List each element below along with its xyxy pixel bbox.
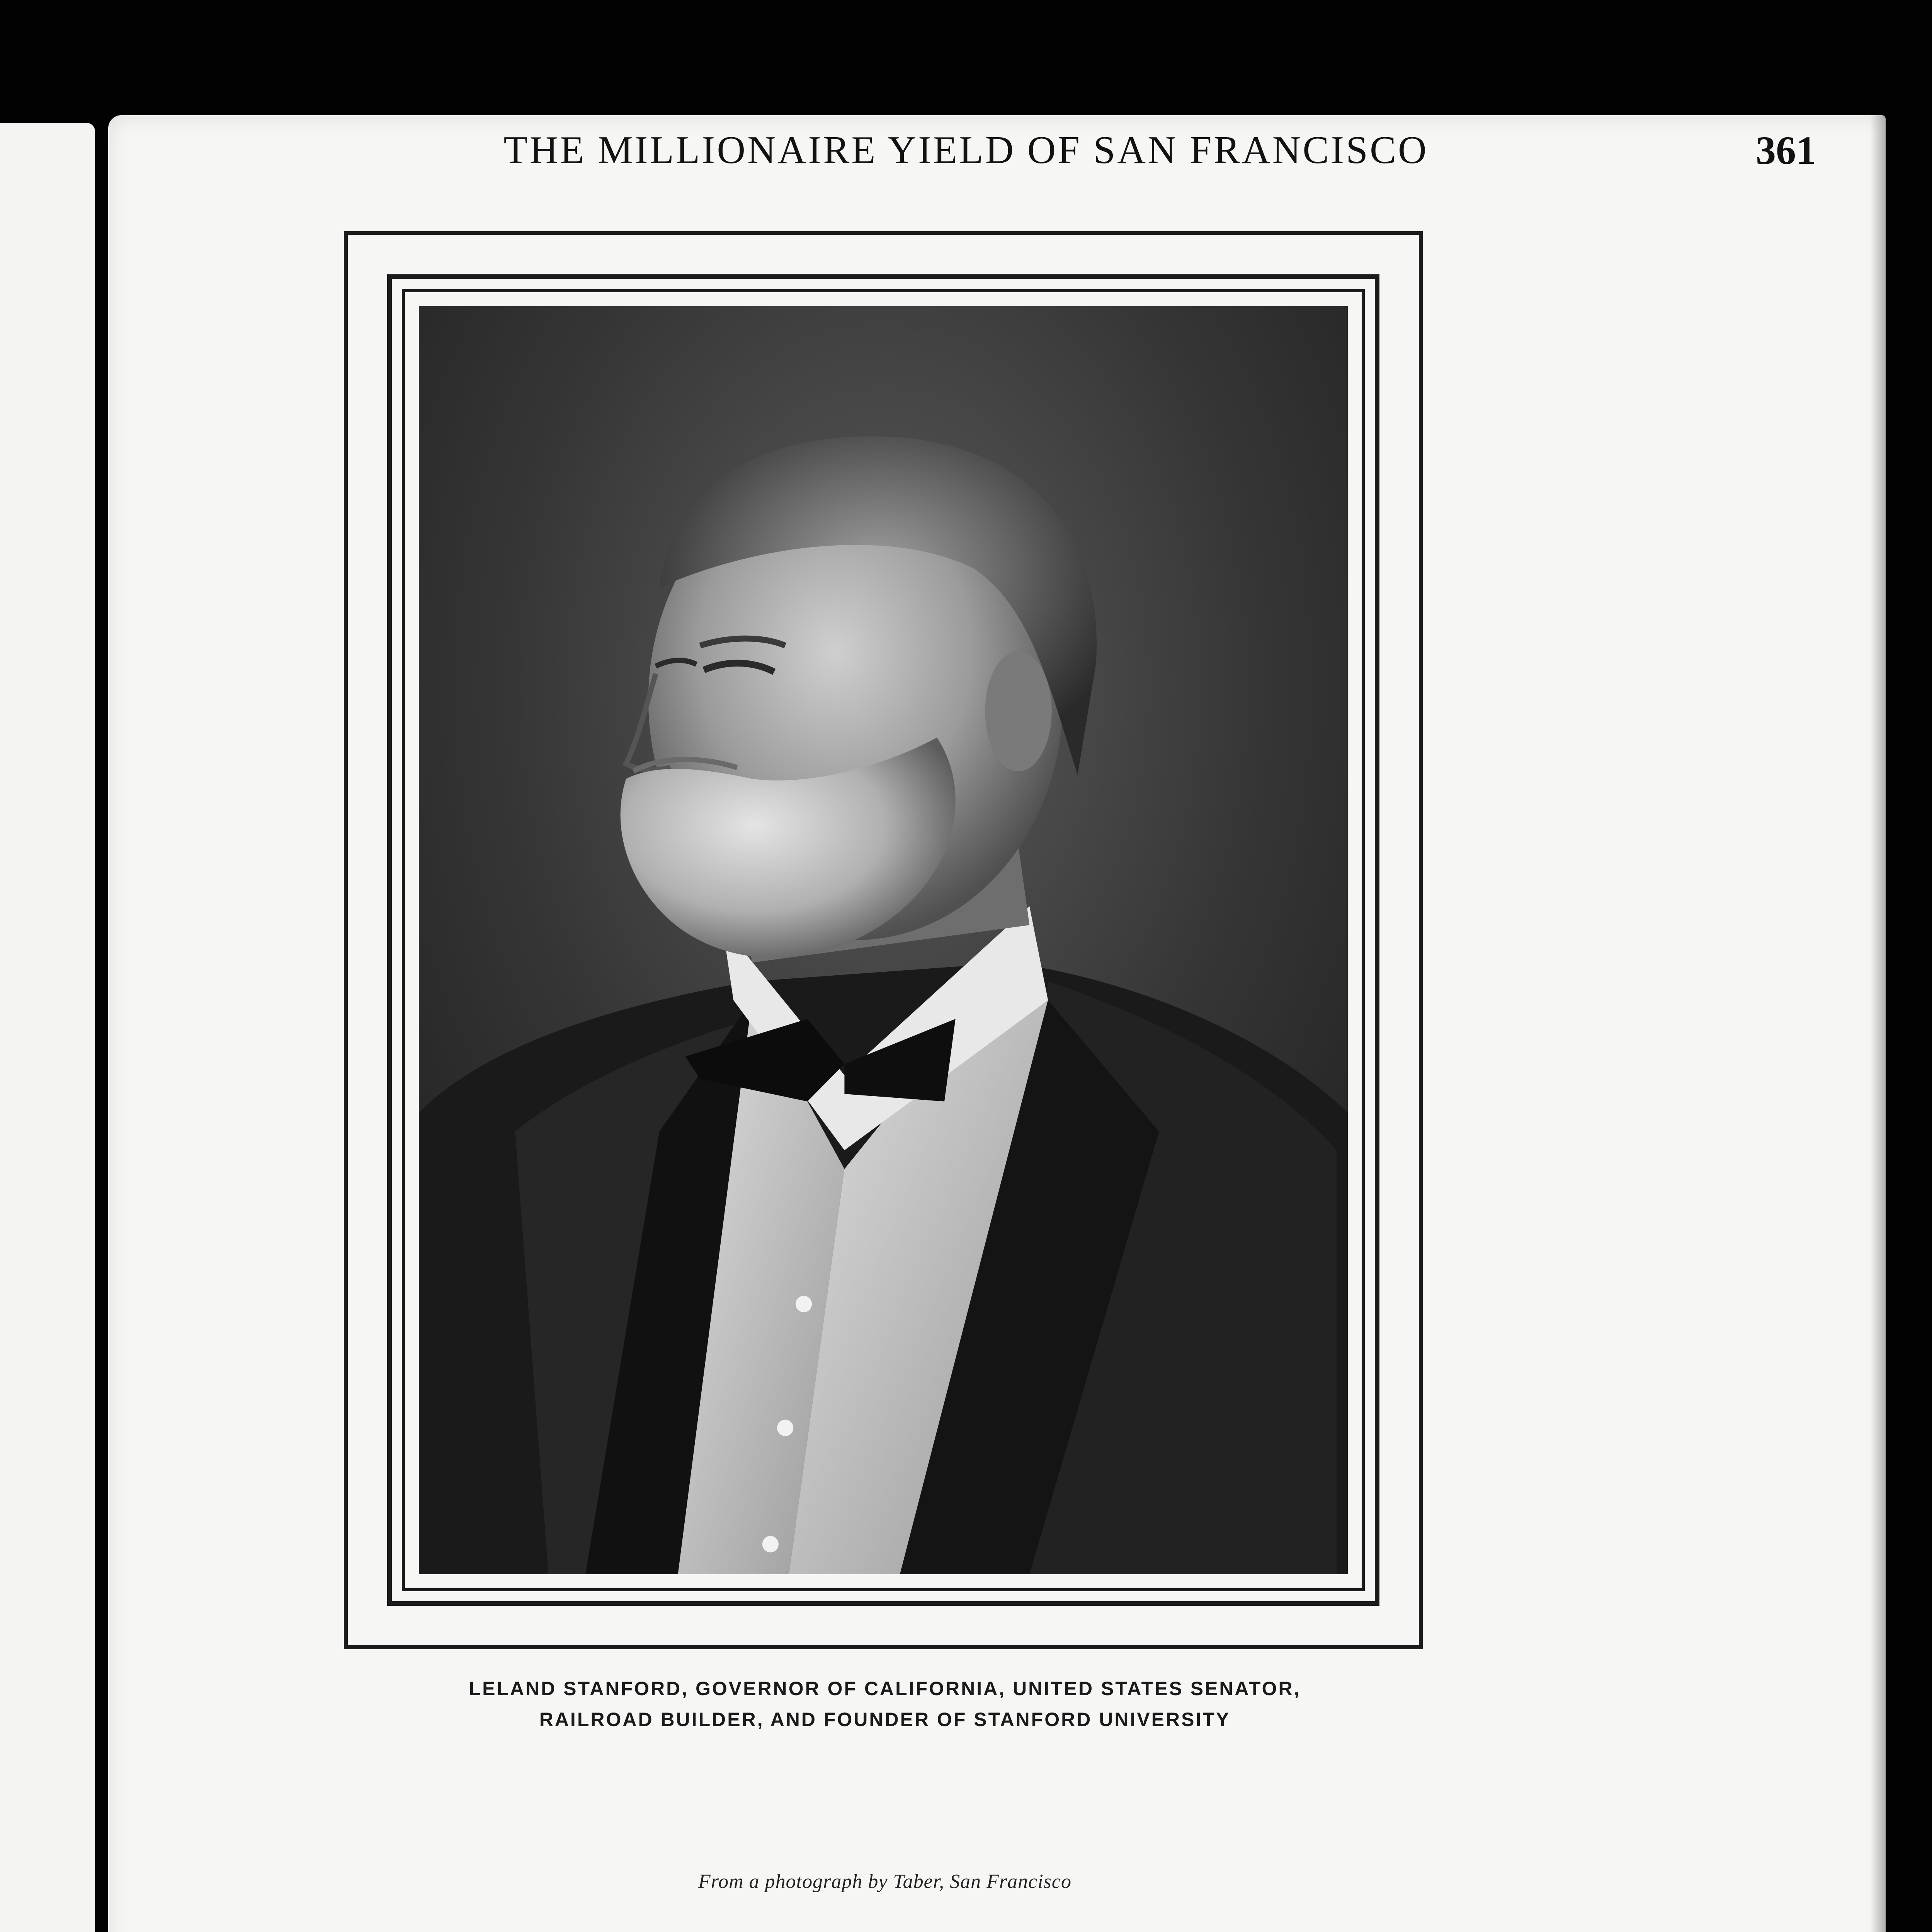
page-edge-shadow [1870,115,1886,1932]
portrait-photograph [419,306,1348,1574]
page-number: 361 [1756,128,1816,173]
previous-page-edge [0,123,95,1932]
caption-line-1: LELAND STANFORD, GOVERNOR OF CALIFORNIA, UNITED STATES SENATOR, [469,1678,1301,1699]
portrait-frame [344,231,1423,1649]
portrait-frame-middle-rule [387,274,1379,1606]
figure-caption [348,1673,1422,1735]
running-head: THE MILLIONAIRE YIELD OF SAN FRANCISCO [503,128,1429,172]
photo-credit: From a photograph by Taber, San Francisco [698,1871,1071,1893]
portrait-frame-inner-rule [402,289,1365,1591]
caption-line-2: RAILROAD BUILDER, AND FOUNDER OF STANFORD UNIVERSITY [539,1709,1231,1730]
